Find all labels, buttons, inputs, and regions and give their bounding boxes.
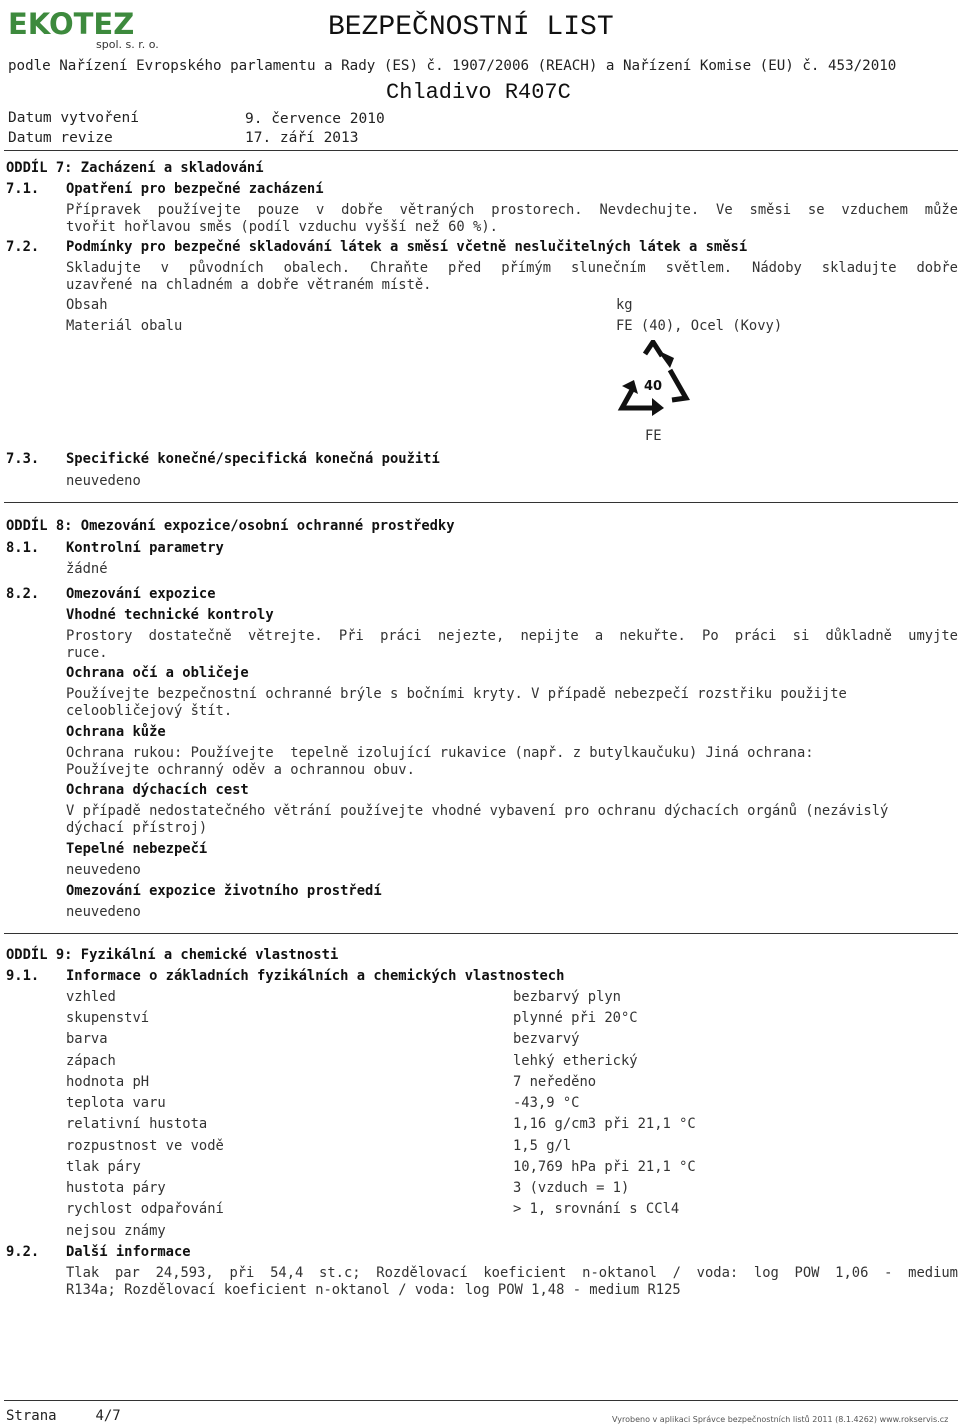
property-value: 7 neředěno <box>513 1074 597 1090</box>
property-value: bezbarvý plyn <box>513 989 621 1005</box>
packaging-value: FE (40), Ocel (Kovy) <box>616 318 783 334</box>
section-7-2-text-line1: Skladujte v původních obalech. Chraňte před přímým slunečním světlem. Nádoby skladujte dobře <box>66 260 958 276</box>
section-8-divider <box>4 933 958 934</box>
property-label: tlak páry <box>66 1159 141 1175</box>
section-7-1-number: 7.1. <box>6 181 40 197</box>
property-value: > 1, srovnání s CCl4 <box>513 1201 680 1217</box>
property-value: 1,16 g/cm3 při 21,1 °C <box>513 1116 696 1132</box>
eye-protection-text-line2: celoobličejový štít. <box>66 703 233 719</box>
header-divider <box>4 150 958 151</box>
eye-protection-text-line1: Používejte bezpečnostní ochranné brýle s bočními kryty. V případě nebezpečí rozstřiku použijte <box>66 686 847 702</box>
revised-label: Datum revize <box>8 130 113 146</box>
section-7-3-text: neuvedeno <box>66 473 141 489</box>
footer-divider <box>4 1400 958 1401</box>
property-label: skupenství <box>66 1010 150 1026</box>
technical-controls-title: Vhodné technické kontroly <box>66 607 274 623</box>
section-9-2-title: Další informace <box>66 1244 191 1260</box>
section-7-3-title: Specifické konečné/specifická konečná použití <box>66 451 440 467</box>
created-date: 9. července 2010 <box>245 111 385 127</box>
section-9-2-text-line1: Tlak par 24,593, při 54,4 st.c; Rozdělovací koeficient n-oktanol / voda: log POW 1,06 - medium <box>66 1265 958 1281</box>
revised-date: 17. září 2013 <box>245 130 359 146</box>
environmental-exposure-title: Omezování expozice životního prostředí <box>66 883 382 899</box>
eye-protection-title: Ochrana očí a obličeje <box>66 665 249 681</box>
page-number: 4/7 <box>95 1408 121 1424</box>
section-9-2-number: 9.2. <box>6 1244 40 1260</box>
thermal-hazard-text: neuvedeno <box>66 862 141 878</box>
section-7-1-text-line1: Přípravek používejte pouze v dobře větraných prostorech. Nevdechujte. Ve směsi se vzduchem může <box>66 202 958 218</box>
property-label: teplota varu <box>66 1095 166 1111</box>
technical-controls-text-line1: Prostory dostatečně větrejte. Při práci nejezte, nepijte a nekuřte. Po práci si důkladně umyjte <box>66 628 958 644</box>
product-name: Chladivo R407C <box>386 80 571 105</box>
section-8-1-text: žádné <box>66 561 108 577</box>
environmental-exposure-text: neuvedeno <box>66 904 141 920</box>
property-value: plynné při 20°C <box>513 1010 638 1026</box>
page-label: Strana <box>6 1408 57 1424</box>
property-label: hustota páry <box>66 1180 166 1196</box>
section-7-3-number: 7.3. <box>6 451 40 467</box>
property-value: 3 (vzduch = 1) <box>513 1180 630 1196</box>
property-value: 10,769 hPa při 21,1 °C <box>513 1159 696 1175</box>
section-9-title: ODDÍL 9: Fyzikální a chemické vlastnosti <box>6 947 339 963</box>
section-8-1-title: Kontrolní parametry <box>66 540 224 556</box>
section-9-1-title: Informace o základních fyzikálních a chemických vlastnostech <box>66 968 565 984</box>
property-value: -43,9 °C <box>513 1095 580 1111</box>
section-9-2-text-line2: R134a; Rozdělovací koeficient n-oktanol / voda: log POW 1,48 - medium R125 <box>66 1282 681 1298</box>
content-label: Obsah <box>66 297 108 313</box>
skin-protection-title: Ochrana kůže <box>66 724 166 740</box>
section-7-divider <box>4 502 958 503</box>
section-8-2-title: Omezování expozice <box>66 586 216 602</box>
technical-controls-text-line2: ruce. <box>66 645 108 661</box>
section-7-1-title: Opatření pro bezpečné zacházení <box>66 181 324 197</box>
generator-note: Vyrobeno v aplikaci Správce bezpečnostních listů 2011 (8.1.4262) www.rokservis.cz <box>612 1415 949 1424</box>
packaging-label: Materiál obalu <box>66 318 183 334</box>
section-8-title: ODDÍL 8: Omezování expozice/osobní ochranné prostředky <box>6 518 455 534</box>
property-label: zápach <box>66 1053 116 1069</box>
property-value: bezvarvý <box>513 1031 580 1047</box>
respiratory-protection-text-line1: V případě nedostatečného větrání používejte vhodné vybavení pro ochranu dýchacích orgánů (nezávislý <box>66 803 889 819</box>
thermal-hazard-title: Tepelné nebezpečí <box>66 841 208 857</box>
property-label: nejsou známy <box>66 1223 166 1239</box>
property-value: 1,5 g/l <box>513 1138 572 1154</box>
document-title: BEZPEČNOSTNÍ LIST <box>328 12 614 43</box>
content-value: kg <box>616 297 633 313</box>
property-label: hodnota pH <box>66 1074 150 1090</box>
created-label: Datum vytvoření <box>8 110 139 126</box>
respiratory-protection-title: Ochrana dýchacích cest <box>66 782 249 798</box>
logo-wordmark: EKOTEZ <box>8 7 135 41</box>
section-7-2-number: 7.2. <box>6 239 40 255</box>
section-7-2-title: Podmínky pro bezpečné skladování látek a směsí včetně neslučitelných látek a směsí <box>66 239 748 255</box>
property-label: barva <box>66 1031 108 1047</box>
regulation-line: podle Nařízení Evropského parlamentu a Rady (ES) č. 1907/2006 (REACH) a Nařízení Komise (EU) č. 453/2010 <box>8 58 897 74</box>
recycling-symbol-icon <box>612 340 694 416</box>
section-7-title: ODDÍL 7: Zacházení a skladování <box>6 160 264 176</box>
logo-subtitle: spol. s. r. o. <box>96 38 159 51</box>
property-value: lehký etherický <box>513 1053 638 1069</box>
respiratory-protection-text-line2: dýchací přístroj) <box>66 820 208 836</box>
skin-protection-text-line1: Ochrana rukou: Používejte tepelně izolující rukavice (např. z butylkaučuku) Jiná ochrana: <box>66 745 814 761</box>
section-7-1-text-line2: tvořit hořlavou směs (podíl vzduchu vyšší než 60 %). <box>66 219 498 235</box>
company-logo <box>8 8 158 52</box>
section-8-1-number: 8.1. <box>6 540 40 556</box>
section-8-2-number: 8.2. <box>6 586 40 602</box>
recycling-caption: FE <box>645 428 662 444</box>
section-9-1-number: 9.1. <box>6 968 40 984</box>
property-label: relativní hustota <box>66 1116 208 1132</box>
property-label: rozpustnost ve vodě <box>66 1138 224 1154</box>
recycling-code: 40 <box>643 379 663 394</box>
property-label: vzhled <box>66 989 116 1005</box>
section-7-2-text-line2: uzavřené na chladném a dobře větraném místě. <box>66 277 432 293</box>
skin-protection-text-line2: Používejte ochranný oděv a ochrannou obuv. <box>66 762 415 778</box>
page-indicator <box>6 1408 121 1424</box>
property-label: rychlost odpařování <box>66 1201 224 1217</box>
